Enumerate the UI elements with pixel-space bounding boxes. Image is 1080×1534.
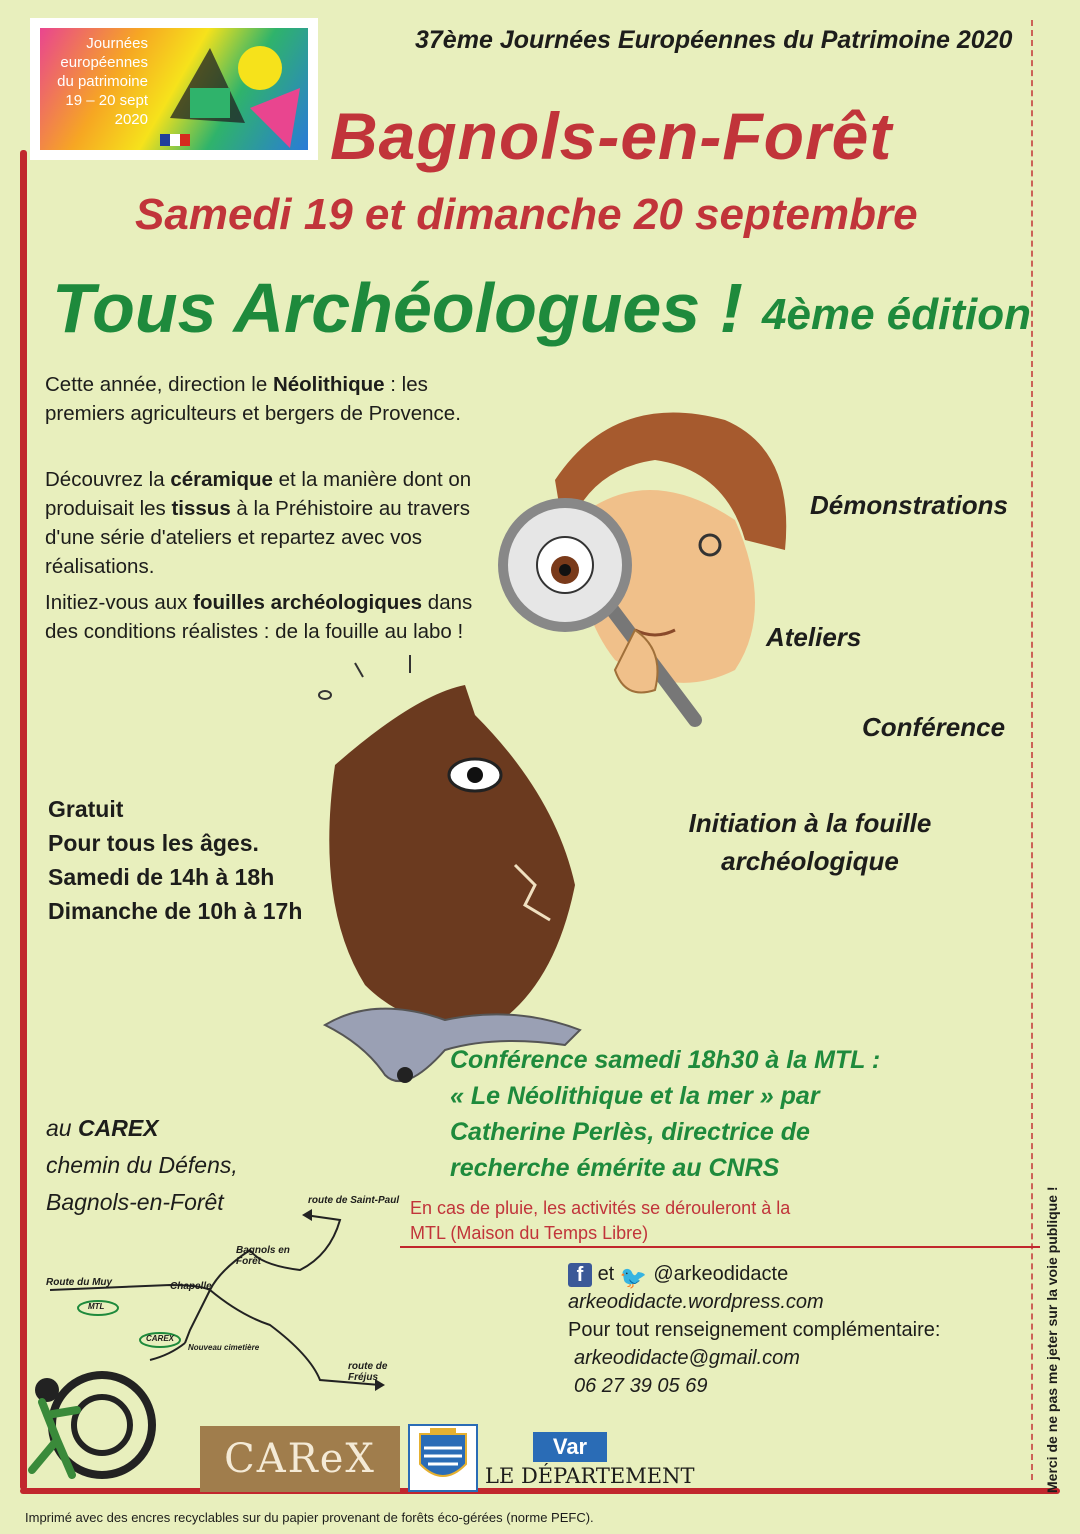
departement-label: LE DÉPARTEMENT [485,1464,695,1488]
info-label: Pour tout renseignement complémentaire: [568,1319,941,1341]
twitter-icon[interactable]: 🐦 [619,1264,648,1290]
price-info: Gratuit [48,796,124,822]
venue-town: Bagnols-en-Forêt [46,1189,224,1215]
social-line: f et 🐦 @arkeodidacte [568,1260,940,1288]
french-flag-icon [160,134,190,146]
website-link[interactable]: arkeodidacte.wordpress.com [568,1291,824,1313]
social-handle[interactable]: @arkeodidacte [653,1263,789,1285]
conference-info: Conférence samedi 18h30 à la MTL : « Le Néolithique et la mer » par Catherine Perlès, directrice de recherche émérite au CNRS [450,1046,881,1182]
bagnols-coat-of-arms [408,1424,478,1492]
map-label-cimetiere: Nouveau cimetière [188,1343,260,1352]
activity-demonstrations: Démonstrations [810,490,1008,520]
venue-name: CAREX [77,1115,159,1141]
print-footer: Imprimé avec des encres recyclables sur du papier provenant de forêts éco-gérées (norme PEFC). [25,1510,594,1525]
map-label-saint-paul: route de Saint-Paul [308,1195,400,1206]
intro-paragraph-3: Initiez-vous aux fouilles archéologiques dans des conditions réalistes : de la fouille au labo ! [45,591,473,643]
intro-paragraph-1: Cette année, direction le Néolithique : les premiers agriculteurs et bergers de Provence. [45,373,461,425]
var-badge: Var [533,1432,607,1462]
map-label-chapelle: Chapelle [170,1281,212,1292]
event-title: Tous Archéologues ! [52,269,743,347]
arkeodidacte-mascot-logo [2,1360,182,1490]
jep-edition-heading: 37ème Journées Européennes du Patrimoine 2020 [415,26,1013,54]
intro-paragraph-2: Découvrez la céramique et la manière dont on produisait les tissus à la Préhistoire au travers d'une série d'ateliers et repartez avec vos réalisations. [45,468,472,578]
carex-logo: CARеX [200,1426,400,1492]
sunday-hours: Dimanche de 10h à 17h [48,898,303,924]
frame-left-border [20,150,27,1490]
phone-number[interactable]: 06 27 39 05 69 [574,1375,708,1397]
event-dates: Samedi 19 et dimanche 20 septembre [135,190,918,239]
jep-logo-artwork [150,28,308,150]
map-label-carex: CAREX [146,1334,175,1343]
saturday-hours: Samedi de 14h à 18h [48,864,275,890]
rain-notice: En cas de pluie, les activités se dérouleront à la MTL (Maison du Temps Libre) [410,1198,791,1243]
frame-right-border [1030,20,1033,1480]
map-label-frejus: route de Fréjus [348,1361,388,1383]
venue-street: chemin du Défens, [46,1152,238,1178]
ages-info: Pour tous les âges. [48,830,259,856]
contact-block [568,1260,940,1400]
email-link[interactable]: arkeodidacte@gmail.com [574,1347,800,1369]
town-title: Bagnols-en-Forêt [330,99,893,173]
map-label-bagnols: Bagnols en Forêt [236,1245,290,1267]
jar-and-mouse-illustration [295,655,595,1095]
jep-logo-text: Journées européennes du patrimoine 19 – 20 sept 2020 [57,35,148,128]
activity-initiation: Initiation à la fouille archéologique [688,808,932,876]
activity-conference: Conférence [862,712,1006,742]
practical-info [48,792,302,928]
edition-label: 4ème édition [762,290,1031,339]
coat-of-arms-icon [410,1426,476,1490]
activity-ateliers: Ateliers [766,622,862,652]
jep-logo [30,18,318,160]
map-label-mtl: MTL [88,1302,105,1311]
contact-divider [400,1246,1040,1248]
facebook-icon[interactable]: f [568,1263,592,1287]
var-departement-logo [485,1432,695,1494]
map-label-muy: Route du Muy [46,1277,113,1288]
event-location: au CAREX chemin du Défens, Bagnols-en-Forêt [46,1110,238,1221]
litter-notice: Merci de ne pas me jeter sur la voie publique ! [1044,1186,1060,1494]
